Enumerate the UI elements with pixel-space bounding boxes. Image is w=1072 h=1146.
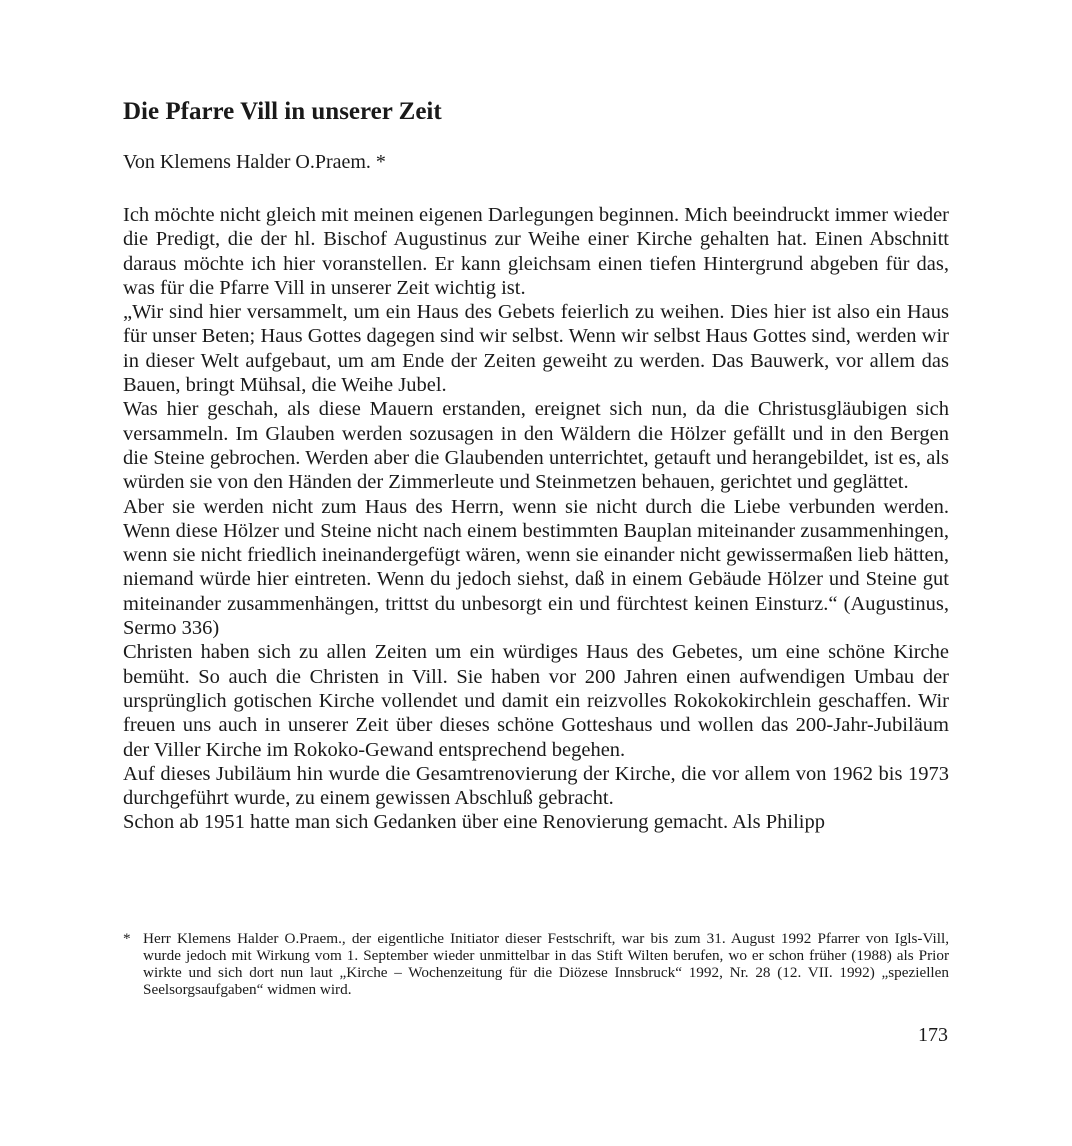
footnote-text: Herr Klemens Halder O.Praem., der eigentliche Initiator dieser Festschrift, war bis zum 31. August 1992 Pfarrer von Igls-Vill, wurde jedoch mit Wirkung vom 1. September wieder unmittelbar in das Stift Wilten berufen, wo er schon früher (1988) als Prior wirkte und sich dort nun laut „Kirche – Wochenzeitung für die Diözese Innsbruck“ 1992, Nr. 28 (12. VII. 1992) „speziellen Seelsorgsaufgaben“ widmen wird. [143, 930, 949, 998]
page-number: 173 [918, 1024, 948, 1046]
body-paragraph: Schon ab 1951 hatte man sich Gedanken über eine Renovierung gemacht. Als Philipp [123, 811, 825, 834]
body-paragraph: Aber sie werden nicht zum Haus des Herrn, wenn sie nicht durch die Liebe verbunden werden. Wenn diese Hölzer und Steine nicht nach einem bestimmten Bauplan miteinander zusammenhingen, wenn sie nicht friedlich ineinandergefügt wären, wenn sie einander nicht gewissermaßen lieb hätten, niemand würde hier eintreten. Wenn du jedoch siehst, daß in einem Gebäude Hölzer und Steine gut miteinander zusammenhängen, trittst du unbesorgt ein und fürchtest keinen Einsturz.“ (Augustinus, Sermo 336) [123, 495, 949, 640]
body-paragraph: Was hier geschah, als diese Mauern erstanden, ereignet sich nun, da die Christusgläubigen sich versammeln. Im Glauben werden sozusagen in den Wäldern die Hölzer gefällt und in den Bergen die Steine gebrochen. Werden aber die Glaubenden unterrichtet, getauft und herangebildet, ist es, als würden sie von den Händen der Zimmerleute und Steinmetzen behauen, gerichtet und geglättet. [123, 398, 949, 494]
article-body [123, 203, 949, 835]
body-paragraph: Christen haben sich zu allen Zeiten um ein würdiges Haus des Gebetes, um eine schöne Kirche bemüht. So auch die Christen in Vill. Sie haben vor 200 Jahren einen aufwendigen Umbau der ursprünglich gotischen Kirche vollendet und damit ein reizvolles Rokokokirchlein geschaffen. Wir freuen uns auch in unserer Zeit über dieses schöne Gotteshaus und wollen das 200-Jahr-Jubiläum der Viller Kirche im Rokoko-Gewand entsprechend begehen. [123, 641, 949, 761]
footnote [123, 930, 949, 998]
body-paragraph: „Wir sind hier versammelt, um ein Haus des Gebets feierlich zu weihen. Dies hier ist also ein Haus für unser Beten; Haus Gottes dagegen sind wir selbst. Wenn wir selbst Haus Gottes sind, werden wir in dieser Welt aufgebaut, um am Ende der Zeiten geweiht zu werden. Das Bauwerk, vor allem das Bauen, bringt Mühsal, die Weihe Jubel. [123, 301, 949, 397]
article [123, 95, 949, 835]
body-paragraph: Auf dieses Jubiläum hin wurde die Gesamtrenovierung der Kirche, die vor allem von 1962 bis 1973 durchgeführt wurde, zu einem gewissen Abschluß gebracht. [123, 762, 949, 810]
body-paragraph: Ich möchte nicht gleich mit meinen eigenen Darlegungen beginnen. Mich beeindruckt immer wieder die Predigt, die der hl. Bischof Augustinus zur Weihe einer Kirche gehalten hat. Einen Abschnitt daraus möchte ich hier voranstellen. Er kann gleichsam einen tiefen Hintergrund abgeben für das, was für die Pfarre Vill in unserer Zeit wichtig ist. [123, 204, 949, 299]
author-byline: Von Klemens Halder O.Praem. * [123, 151, 386, 173]
footnote-marker: * [123, 930, 131, 947]
article-title: Die Pfarre Vill in unserer Zeit [123, 98, 442, 125]
